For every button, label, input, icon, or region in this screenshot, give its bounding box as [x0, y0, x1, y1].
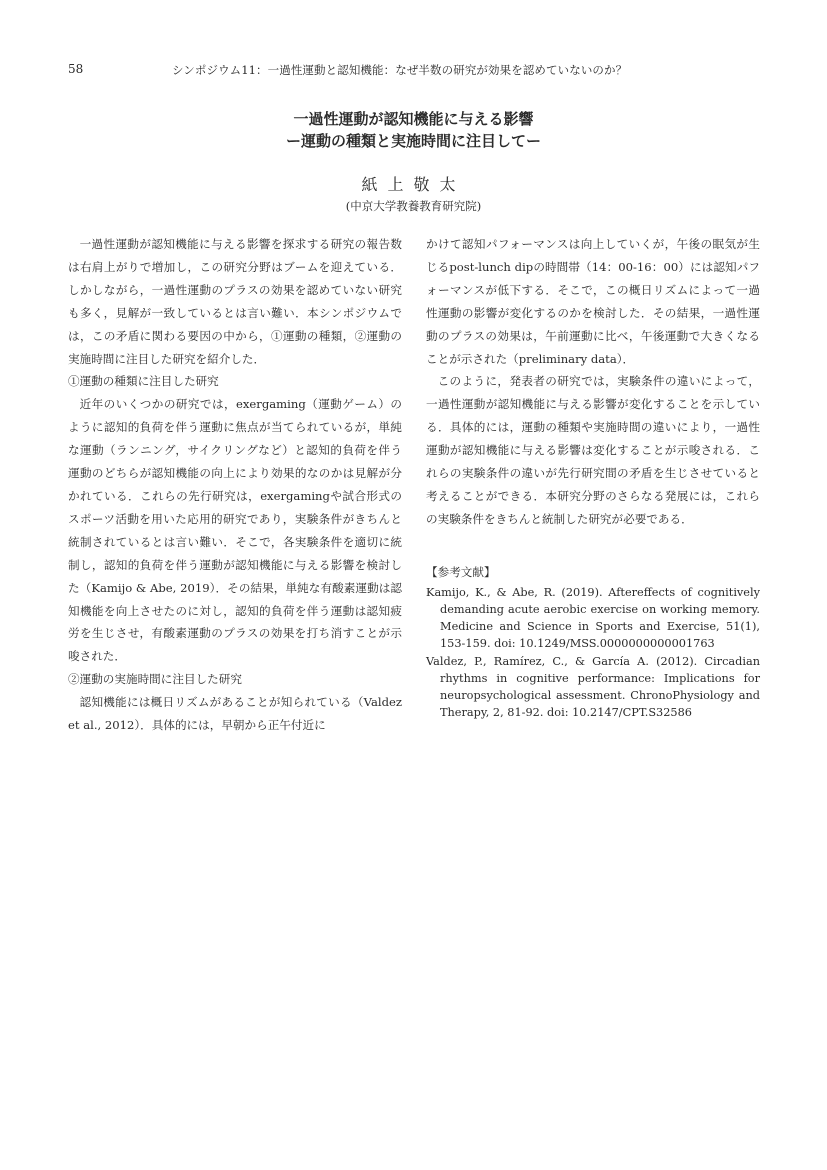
page-header [0, 62, 827, 82]
page-number: 58 [68, 62, 84, 76]
reference-item: Valdez, P., Ramírez, C., & García A. (2012). Circadian rhythms in cognitive performance: Implications for neuropsychological assessment. ChronoPhysiology and Therapy, 2, 81-92. doi: 10.2147/CPT.S32586 [426, 654, 760, 719]
title-line-2: ー運動の種類と実施時間に注目してー [285, 132, 541, 150]
section-1-paragraph: 近年のいくつかの研究では，exergaming（運動ゲーム）のように認知的負荷を伴う運動に焦点が当てられているが，単純な運動（ランニング，サイクリングなど）と認知的負荷を伴う運動のどちらが認知機能の向上により効果的なのかは見解が分かれている．これらの先行研究は，exergamingや試合形式のスポーツ活動を用いた応用的研究であり，実験条件がきちんと統制されているとは言い難い．そこで，各実験条件を適切に統制し，認知的負荷を伴う運動が認知機能に与える影響を検討した（Kamijo & Abe, 2019）．その結果，単純な有酸素運動は認知機能を向上させたのに対し，認知的負荷を伴う運動は認知疲労を生じさせ，有酸素運動のプラスの効果を打ち消すことが示唆された． [68, 397, 402, 664]
intro-paragraph: 一過性運動が認知機能に与える影響を探求する研究の報告数は右肩上がりで増加し，この研究分野はブームを迎えている．しかしながら，一過性運動のプラスの効果を認めていない研究も多く，見解が一致しているとは言い難い．本シンポジウムでは，この矛盾に関わる要因の中から，①運動の種類，②運動の実施時間に注目した研究を紹介した． [68, 237, 402, 366]
section-2-paragraph-start [68, 691, 402, 737]
section-2-heading: ②運動の実施時間に注目した研究 [68, 672, 242, 687]
article-title [0, 108, 827, 152]
section-2-paragraph-continued [426, 233, 760, 370]
section-2-text-part-2: かけて認知パフォーマンスは向上していくが，午後の眠気が生じるpost-lunch dipの時間帯（14：00-16：00）には認知パフォーマンスが低下する．そこで，この概日リズムによって一過性運動の影響が変化するのかを検討した．その結果，一過性運動のプラスの効果は，午前運動に比べ，午後運動で大きくなることが示された（preliminary data）． [426, 237, 760, 366]
section-2-text-part-1: 認知機能には概日リズムがあることが知られている（Valdez et al., 2012）．具体的には，早朝から正午付近に [68, 695, 402, 733]
author-name: 紙上敬太 [361, 175, 466, 194]
right-column [426, 233, 760, 721]
left-column [68, 233, 402, 737]
section-1-heading: ①運動の種類に注目した研究 [68, 374, 219, 389]
conclusion-paragraph: このように，発表者の研究では，実験条件の違いによって，一過性運動が認知機能に与える影響が変化することを示している．具体的には，運動の種類や実施時間の違いにより，一過性運動が認知機能に与える影響は変化することが示唆される．これらの実験条件の違いが先行研究間の矛盾を生じさせていると考えることができる．本研究分野のさらなる発展には，これらの実験条件をきちんと統制した研究が必要である． [426, 374, 760, 526]
author-affiliation: (中京大学教養教育研究院) [345, 199, 482, 213]
running-head: シンポジウム11：一過性運動と認知機能：なぜ半数の研究が効果を認めていないのか？ [172, 63, 628, 77]
title-line-1: 一過性運動が認知機能に与える影響 [293, 110, 534, 128]
references-heading: 【参考文献】 [426, 564, 496, 579]
reference-item: Kamijo, K., & Abe, R. (2019). Aftereffects of cognitively demanding acute aerobic exercise on working memory. Medicine and Science in Sports and Exercise, 51(1), 153-159. doi: 10.1249/MSS.0000000000001763 [426, 585, 760, 650]
